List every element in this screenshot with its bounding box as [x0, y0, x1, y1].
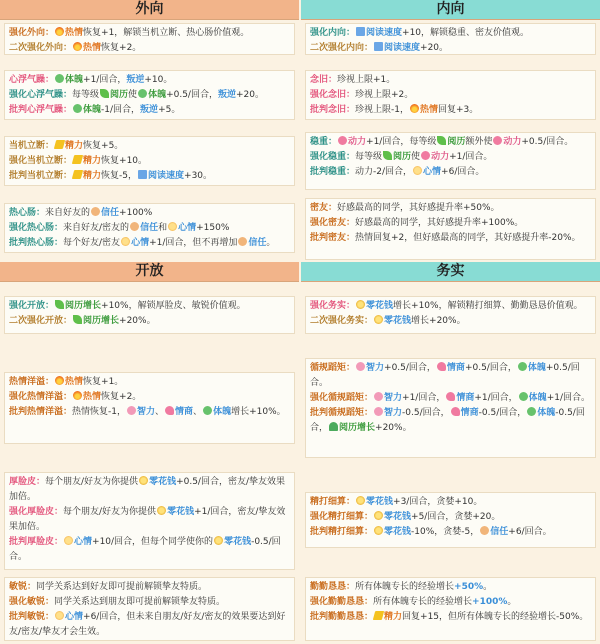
handshake-icon [480, 526, 489, 535]
card-practical-strengthen: 强化务实： 零花钱增长+10%，解锁精打细算、勤勤恳恳价值观。 二次强化务实： 零花钱增长+20%。 [305, 296, 596, 334]
brain-icon [356, 362, 365, 371]
muscle-icon [519, 392, 528, 401]
card-introvert-strengthen: 强化内向： 阅读速度+10，解锁稳重、密友价值观。 二次强化内向： 阅读速度+20。 [305, 23, 596, 55]
bolt-icon [72, 155, 83, 164]
header-extrovert: 外向 [0, 0, 299, 20]
header-open: 开放 [0, 262, 299, 282]
smiley-icon [168, 222, 177, 231]
muscle-icon [527, 407, 536, 416]
book-icon [356, 27, 365, 36]
muscle-icon [138, 89, 147, 98]
coin-icon [356, 496, 365, 505]
coin-icon [374, 315, 383, 324]
snail-icon [421, 151, 430, 160]
text-line: 二次强化外向： 热情恢复+2。 [9, 43, 142, 53]
handshake-icon [91, 207, 100, 216]
heart-icon [446, 392, 455, 401]
fire-icon [73, 391, 82, 400]
bolt-icon [373, 611, 384, 620]
brain-icon [374, 392, 383, 401]
header-practical: 务实 [301, 262, 600, 282]
plant-icon [329, 422, 338, 431]
card-extrovert-strengthen [4, 23, 295, 55]
snail-icon [493, 136, 502, 145]
coin-icon [356, 300, 365, 309]
card-diligent: 勤勤恳恳：所有体魄专长的经验增长+50%。 强化勤勤恳恳：所有体魄专长的经验增长+100%。 批判勤勤恳恳： 精力回复+15，但所有体魄专长的经验增长-50%。 [305, 577, 596, 641]
coin-icon [214, 536, 223, 545]
bolt-icon [72, 170, 83, 179]
card-thick-skinned: 厚脸皮：每个朋友/好友为你提供 零花钱+0.5/回合，密友/挚友效果加倍。 强化厚脸皮：每个朋友/好友为你提供 零花钱+1/回合，密友/挚友效果加倍。 批判厚脸皮： 心情+10/回合，但每个同学使你的 零花钱-0.5/回合。 [4, 472, 295, 570]
leaf-icon [100, 89, 109, 98]
muscle-icon [203, 406, 212, 415]
card-frugal: 精打细算： 零花钱+3/回合，贪婪+10。 强化精打细算： 零花钱+5/回合，贪婪+20。 批判精打细算： 零花钱-10%，贪婪-5， 信任+6/回合。 [305, 492, 596, 548]
heart-icon [165, 406, 174, 415]
card-open-strengthen: 强化开放： 阅历增长+10%，解锁厚脸皮、敏锐价值观。 二次强化开放： 阅历增长+20%。 [4, 296, 295, 334]
coin-icon [374, 526, 383, 535]
handshake-icon [238, 237, 247, 246]
header-introvert: 内向 [301, 0, 600, 20]
book-icon [374, 42, 383, 51]
card-keen: 敏锐：同学关系达到好友即可提前解锁挚友特质。 强化敏锐：同学关系达到朋友即可提前解锁挚友特质。 批判敏锐： 心情+6/回合，但未来自朋友/好友/密友的效果要达到好友/密友/挚友才会生效。 [4, 577, 295, 641]
heart-icon [437, 362, 446, 371]
card-rule-follower: 循规蹈矩： 智力+0.5/回合， 情商+0.5/回合， 体魄+0.5/回合。 强化循规蹈矩： 智力+1/回合， 情商+1/回合， 体魄+1/回合。 批判循规蹈矩： 智力-0.5/回合， 情商-0.5/回合， 体魄-0.5/回合， 阅历增长+20%。 [305, 358, 596, 458]
fire-icon [73, 42, 82, 51]
card-restless: 心浮气躁： 体魄+1/回合，叛逆+10。 强化心浮气躁：每等级 阅历使 体魄+0.5/回合，叛逆+20。 批判心浮气躁： 体魄-1/回合，叛逆+5。 [4, 70, 295, 120]
muscle-icon [518, 362, 527, 371]
leaf-icon [73, 315, 82, 324]
muscle-icon [55, 74, 64, 83]
smiley-icon [413, 166, 422, 175]
card-steady: 稳重： 动力+1/回合，每等级 阅历额外使 动力+0.5/回合。 强化稳重：每等级 阅历使 动力+1/回合。 批判稳重：动力-2/回合， 心情+6/回合。 [305, 132, 596, 190]
smiley-icon [55, 611, 64, 620]
fire-icon [55, 376, 64, 385]
coin-icon [157, 506, 166, 515]
heart-icon [451, 407, 460, 416]
text-line: 强化外向： 热情恢复+1，解锁当机立断、热心肠价值观。 [9, 28, 250, 38]
coin-icon [139, 476, 148, 485]
card-close-friend: 密友：好感最高的同学，其好感提升率+50%。 强化密友：好感最高的同学，其好感提升率+100%。 批判密友：热情回复+2，但好感最高的同学，其好感提升率-20%。 [305, 198, 596, 260]
muscle-icon [73, 104, 82, 113]
brain-icon [127, 406, 136, 415]
brain-icon [374, 407, 383, 416]
smiley-icon [64, 536, 73, 545]
card-decisive: 当机立断： 精力恢复+5。 强化当机立断： 精力恢复+10。 批判当机立断： 精力恢复-5， 阅读速度+30。 [4, 136, 295, 186]
handshake-icon [130, 222, 139, 231]
bolt-icon [54, 140, 65, 149]
leaf-icon [55, 300, 64, 309]
snail-icon [338, 136, 347, 145]
fire-icon [55, 27, 64, 36]
leaf-icon [383, 151, 392, 160]
fire-icon [410, 104, 419, 113]
card-enthusiastic: 热情洋溢： 热情恢复+1。 强化热情洋溢： 热情恢复+2。 批判热情洋溢：热情恢复-1， 智力、 情商、 体魄增长+10%。 [4, 372, 295, 444]
coin-icon [374, 511, 383, 520]
card-nostalgic: 念旧：珍视上限+1。 强化念旧：珍视上限+2。 批判念旧：珍视上限-1， 热情回复+3。 [305, 70, 596, 120]
smiley-icon [121, 237, 130, 246]
card-warmhearted: 热心肠：来自好友的 信任+100% 强化热心肠：来自好友/密友的 信任和 心情+150% 批判热心肠：每个好友/密友 心情+1/回合，但不再增加 信任。 [4, 203, 295, 253]
leaf-icon [437, 136, 446, 145]
book-icon [138, 170, 147, 179]
